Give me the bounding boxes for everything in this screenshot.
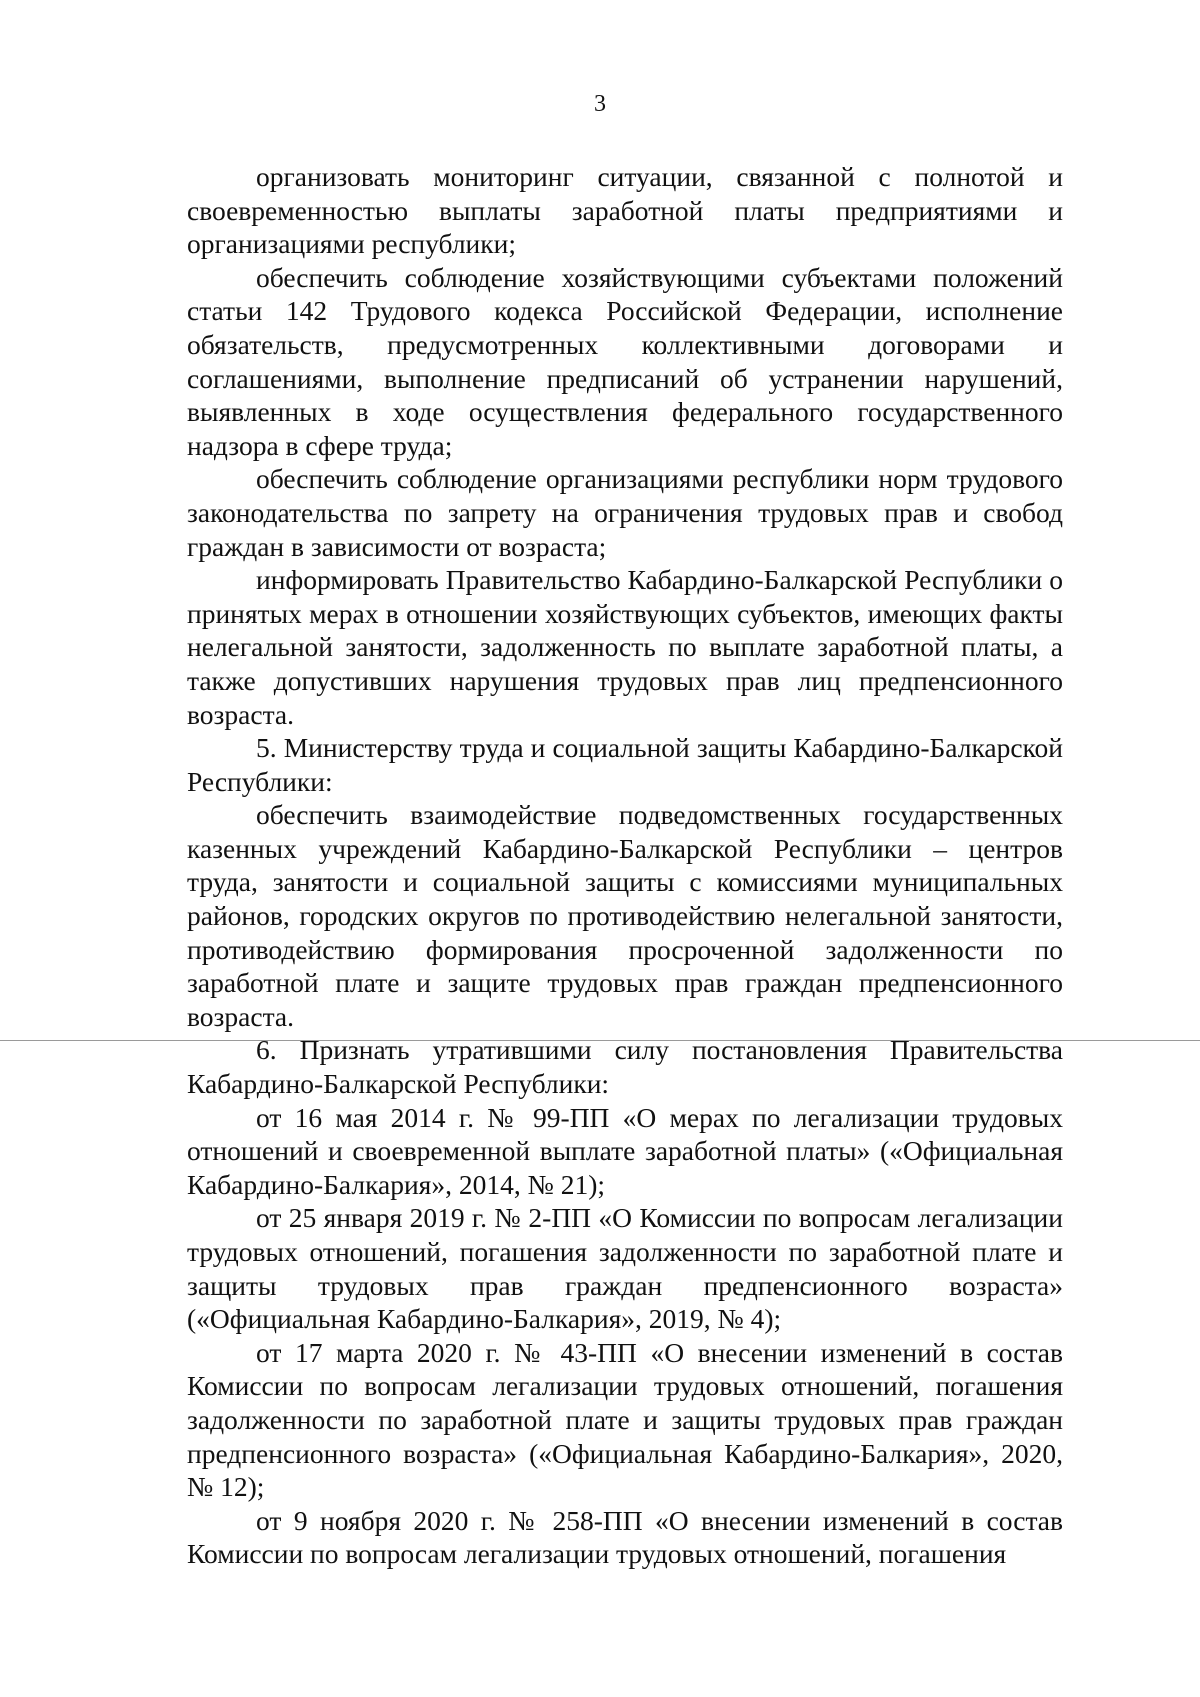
paragraph-age-discrimination: обеспечить соблюдение организациями республики норм трудового законодательства по запрету на ограничения трудовых прав и свобод граждан в зависимости от возраста; bbox=[187, 463, 1063, 562]
paragraph-item-5-heading: 5. Министерству труда и социальной защиты Кабардино-Балкарской Республики: bbox=[187, 732, 1063, 797]
paragraph-repealed-2019: от 25 января 2019 г. № 2-ПП «О Комиссии по вопросам легализации трудовых отношений, погашения задолженности по заработной плате и защиты трудовых прав граждан предпенсионного возраста» («Официальная Кабардино-Балкария», 2019, № 4); bbox=[187, 1202, 1063, 1335]
paragraph-item-5-interaction: обеспечить взаимодействие подведомственных государственных казенных учреждений Кабардино-Балкарской Республики – центров труда, занятости и социальной защиты с комиссиями муниципальных районов, городских округов по противодействию нелегальной занятости, противодействию формирования просроченной задолженности по заработной плате и защите трудовых прав граждан предпенсионного возраста. bbox=[187, 799, 1063, 1032]
paragraph-monitoring: организовать мониторинг ситуации, связанной с полнотой и своевременностью выплаты заработной платы предприятиями и организациями республики; bbox=[187, 161, 1063, 260]
paragraph-labor-code-compliance: обеспечить соблюдение хозяйствующими субъектами положений статьи 142 Трудового кодекса Российской Федерации, исполнение обязательств, предусмотренных коллективными договорами и соглашениями, выполнение предписаний об устранении нарушений, выявленных в ходе осуществления федерального государственного надзора в сфере труда; bbox=[187, 261, 1063, 461]
paragraph-inform-government: информировать Правительство Кабардино-Балкарской Республики о принятых мерах в отношении хозяйствующих субъектов, имеющих факты нелегальной занятости, задолженность по выплате заработной платы, а также допустивших нарушения трудовых прав лиц предпенсионного возраста. bbox=[187, 564, 1063, 730]
page-number: 3 bbox=[594, 91, 606, 117]
paragraph-repealed-2020-november: от 9 ноября 2020 г. № 258-ПП «О внесении изменений в состав Комиссии по вопросам легализации трудовых отношений, погашения bbox=[187, 1504, 1063, 1570]
document-body bbox=[187, 160, 1063, 1571]
paragraph-repealed-2020-march: от 17 марта 2020 г. № 43-ПП «О внесении изменений в состав Комиссии по вопросам легализации трудовых отношений, погашения задолженности по заработной плате и защиты трудовых прав граждан предпенсионного возраста» («Официальная Кабардино-Балкария», 2020, № 12); bbox=[187, 1336, 1063, 1503]
paragraph-item-6-heading: 6. Признать утратившими силу постановления Правительства Кабардино-Балкарской Республики: bbox=[187, 1034, 1063, 1100]
paragraph-repealed-2014: от 16 мая 2014 г. № 99-ПП «О мерах по легализации трудовых отношений и своевременной выплате заработной платы» («Официальная Кабардино-Балкария», 2014, № 21); bbox=[187, 1101, 1063, 1200]
